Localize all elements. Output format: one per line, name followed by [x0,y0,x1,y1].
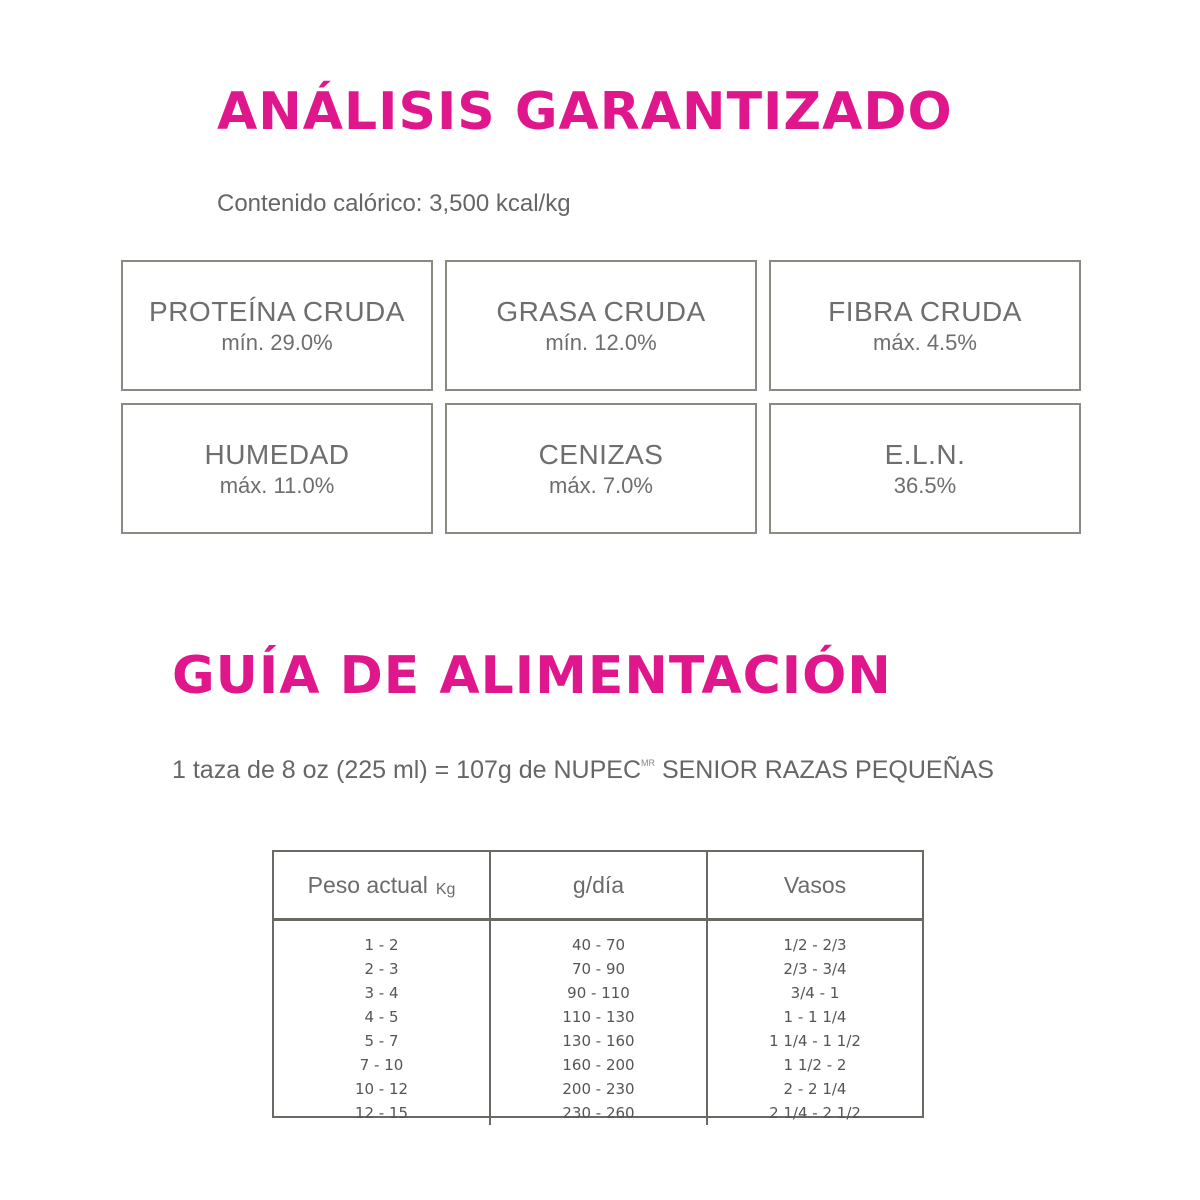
weight-value: 3 - 4 [364,984,399,1002]
weight-value: 7 - 10 [359,1056,404,1074]
nutrient-value: mín. 29.0% [221,329,333,355]
nutrient-value: máx. 4.5% [873,329,977,355]
nutrient-value: máx. 7.0% [549,472,653,498]
cups-value: 1 1/4 - 1 1/2 [769,1032,861,1050]
nutrient-name: CENIZAS [538,438,664,470]
cups-value: 1 - 1 1/4 [783,1008,847,1026]
note-prefix: 1 taza de 8 oz (225 ml) = 107g de NUPEC [172,756,642,784]
grams-value: 130 - 160 [562,1032,635,1050]
nutrient-name: HUMEDAD [204,438,350,470]
cups-value: 2 - 2 1/4 [783,1080,847,1098]
grams-value: 40 - 70 [571,936,626,954]
nutrient-cell-eln [769,403,1081,534]
header-grams: g/día [491,852,708,918]
feeding-table-header [274,852,922,921]
feeding-table-body [274,921,922,1122]
nutrient-value: 36.5% [893,472,957,498]
nutrient-name: E.L.N. [884,438,966,470]
nutrient-value: mín. 12.0% [545,329,657,355]
nutrient-cell-protein [121,260,433,391]
header-weight-label: Peso actual [307,871,428,898]
nutrient-name: FIBRA CRUDA [828,295,1022,327]
header-weight-unit: Kg [435,881,456,898]
grams-value: 70 - 90 [571,960,626,978]
cups-value: 1 1/2 - 2 [783,1056,847,1074]
cups-value: 2/3 - 3/4 [783,960,847,978]
weight-value: 2 - 3 [364,960,399,978]
cups-column [708,921,922,1125]
nutrient-cell-ash [445,403,757,534]
trademark-mark: MR [641,758,656,768]
grams-value: 230 - 260 [562,1104,635,1122]
header-cups: Vasos [783,871,847,898]
nutrient-value: máx. 11.0% [219,472,335,498]
cup-equivalence-note [172,756,994,785]
nutrient-name: GRASA CRUDA [496,295,706,327]
weight-value: 4 - 5 [364,1008,399,1026]
cups-value: 1/2 - 2/3 [783,936,847,954]
nutrient-cell-fat [445,260,757,391]
analysis-title: ANÁLISIS GARANTIZADO [217,82,953,142]
feeding-table [272,850,924,1122]
analysis-grid [121,260,1081,534]
cups-value: 3/4 - 1 [790,984,840,1002]
note-suffix: SENIOR RAZAS PEQUEÑAS [655,756,994,784]
nutrient-name: PROTEÍNA CRUDA [149,295,405,327]
weight-value: 10 - 12 [354,1080,409,1098]
grams-value: 160 - 200 [562,1056,635,1074]
caloric-content: Contenido calórico: 3,500 kcal/kg [217,190,571,217]
nutrient-cell-moisture [121,403,433,534]
cups-value: 2 1/4 - 2 1/2 [769,1104,861,1122]
nutrient-cell-fiber [769,260,1081,391]
weight-value: 12 - 15 [354,1104,409,1122]
weight-value: 1 - 2 [364,936,399,954]
grams-column [491,921,708,1125]
feeding-title: GUÍA DE ALIMENTACIÓN [172,646,892,706]
grams-value: 110 - 130 [562,1008,635,1026]
weight-value: 5 - 7 [364,1032,399,1050]
header-weight [274,852,491,918]
grams-value: 200 - 230 [562,1080,635,1098]
weights-column [274,921,491,1125]
grams-value: 90 - 110 [567,984,630,1002]
